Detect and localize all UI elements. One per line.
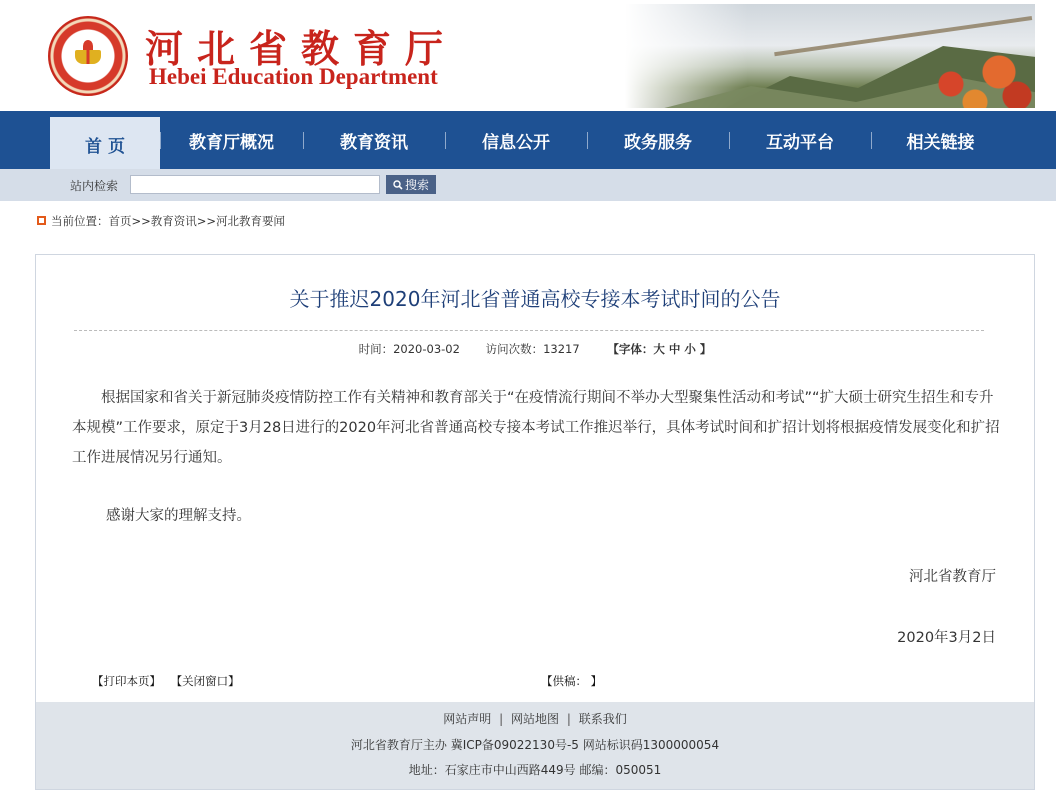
nav-item-links[interactable]: 相关链接	[871, 111, 1010, 169]
visits-label: 访问次数：	[485, 342, 544, 356]
search-bar	[0, 169, 1056, 201]
footer-link-contact[interactable]: 联系我们	[578, 712, 627, 726]
signature-organization: 河北省教育厅	[909, 569, 996, 585]
article-title: 关于推迟2020年河北省普通高校专接本考试时间的公告	[289, 287, 781, 311]
breadcrumb-news[interactable]: 教育资讯	[150, 214, 197, 228]
emblem-icon[interactable]	[48, 16, 128, 96]
footer-link-sitemap[interactable]: 网站地图	[510, 712, 559, 726]
footer-separator: |	[566, 712, 571, 726]
nav-item-about[interactable]: 教育厅概况	[160, 111, 303, 169]
title-divider	[74, 330, 984, 331]
site-title-en[interactable]: Hebei Education Department	[149, 64, 438, 89]
search-label: 站内检索	[70, 179, 119, 193]
site-footer	[35, 702, 1035, 790]
breadcrumb-prefix: 当前位置：	[51, 214, 109, 228]
site-title-cn[interactable]: 河北省教育厅	[145, 26, 458, 71]
footer-separator: |	[499, 712, 504, 726]
breadcrumb	[37, 213, 285, 229]
nav-item-disclosure[interactable]: 信息公开	[445, 111, 587, 169]
search-button-label: 搜索	[404, 178, 429, 192]
footer-link-statement[interactable]: 网站声明	[443, 712, 492, 726]
visits-group	[486, 342, 580, 356]
breadcrumb-separator: >>	[196, 214, 217, 228]
search-input[interactable]	[130, 175, 380, 194]
footer-address: 地址：石家庄市中山西路449号 邮编：050051	[408, 763, 662, 777]
site-header	[35, 0, 1035, 110]
close-window-button[interactable]: 【关闭窗口】	[170, 674, 240, 688]
article-meta	[36, 341, 1034, 357]
article-panel	[35, 254, 1035, 702]
font-size-control[interactable]: 【字体：大 中 小 】	[607, 342, 712, 356]
article-body	[72, 383, 1002, 473]
main-nav	[0, 111, 1056, 169]
nav-item-interaction[interactable]: 互动平台	[729, 111, 871, 169]
nav-item-home[interactable]: 首 页	[50, 117, 160, 171]
footer-links	[36, 710, 1034, 727]
visit-count: 13217	[543, 342, 580, 356]
search-button[interactable]	[386, 175, 436, 194]
autumn-foliage-shape	[915, 48, 1035, 108]
article-actions	[92, 673, 240, 689]
article-thanks: 感谢大家的理解支持。	[106, 508, 251, 524]
great-wall-banner-image	[625, 4, 1035, 108]
location-icon	[37, 216, 46, 225]
article-source: 【供稿： 】	[541, 674, 603, 688]
nav-item-services[interactable]: 政务服务	[587, 111, 729, 169]
publish-date: 2020-03-02	[393, 342, 460, 356]
breadcrumb-home[interactable]: 首页	[108, 214, 132, 228]
time-group	[359, 342, 460, 356]
emblem-book	[75, 50, 101, 64]
article-paragraph: 根据国家和省关于新冠肺炎疫情防控工作有关精神和教育部关于“在疫情流行期间不举办大型聚集性活动和考试”“扩大硕士研究生招生和专升本规模”工作要求，原定于3月28日进行的2020年河北省普通高校专接本考试工作推迟举行，具体考试时间和扩招计划将根据疫情发展变化和扩招工作进展情况另行通知。	[72, 390, 1000, 466]
print-button[interactable]: 【打印本页】	[92, 674, 161, 688]
search-icon	[393, 180, 403, 190]
nav-item-news[interactable]: 教育资讯	[303, 111, 445, 169]
time-label: 时间：	[358, 342, 394, 356]
breadcrumb-separator: >>	[131, 214, 151, 228]
footer-sponsor-icp: 河北省教育厅主办 冀ICP备09022130号-5 网站标识码1300000054	[350, 738, 720, 752]
breadcrumb-hebei-news[interactable]: 河北教育要闻	[216, 214, 286, 228]
signature-date: 2020年3月2日	[897, 630, 996, 646]
